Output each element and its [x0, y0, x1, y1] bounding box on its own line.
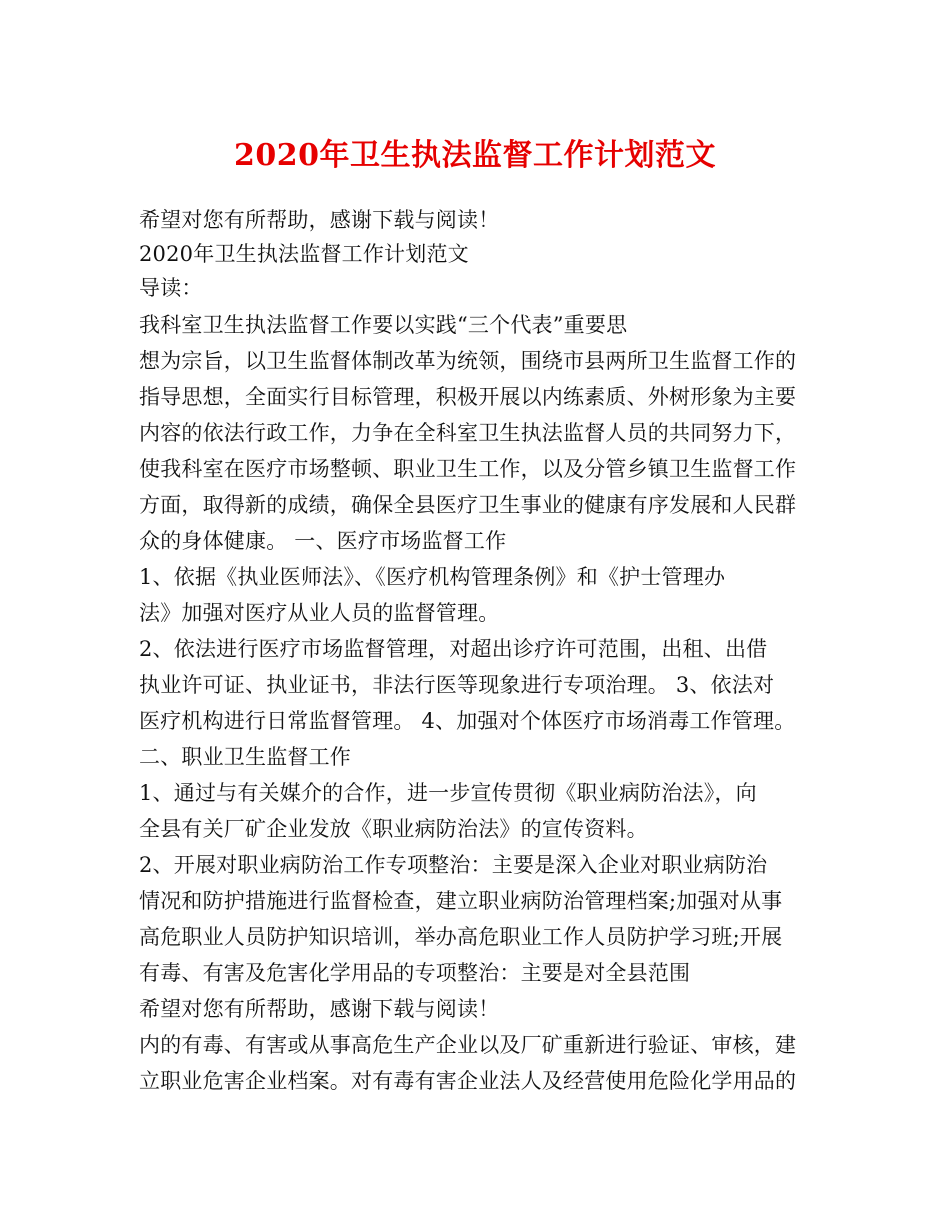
body-line: 内的有毒、有害或从事高危生产企业以及厂矿重新进行验证、审核，建: [139, 1033, 797, 1057]
body-line: 执业许可证、执业证书，非法行医等现象进行专项治理。 3、依法对: [139, 673, 775, 697]
body-line: 内容的依法行政工作，力争在全科室卫生执法监督人员的共同努力下，: [139, 421, 797, 445]
body-line: 方面，取得新的成绩，确保全县医疗卫生事业的健康有序发展和人民群: [139, 493, 797, 517]
body-line: 2、依法进行医疗市场监督管理，对超出诊疗许可范围，出租、出借: [139, 637, 768, 661]
body-line: 二、职业卫生监督工作: [139, 745, 351, 769]
body-line: 指导思想，全面实行目标管理，积极开展以内练素质、外树形象为主要: [139, 385, 797, 409]
body-line: 导读：: [139, 276, 203, 300]
body-line: 立职业危害企业档案。对有毒有害企业法人及经营使用危险化学用品的: [139, 1069, 797, 1093]
body-line: 医疗机构进行日常监督管理。 4、加强对个体医疗市场消毒工作管理。: [139, 709, 796, 733]
body-line: 情况和防护措施进行监督检查，建立职业病防治管理档案;加强对从事: [139, 889, 783, 913]
body-line: 法》加强对医疗从业人员的监督管理。: [139, 601, 500, 625]
body-line: 全县有关厂矿企业发放《职业病防治法》的宣传资料。: [139, 817, 648, 841]
body-line: 想为宗旨，以卫生监督体制改革为统领，围绕市县两所卫生监督工作的: [139, 349, 797, 373]
body-line: 希望对您有所帮助，感谢下载与阅读！: [139, 997, 500, 1021]
body-line: 希望对您有所帮助，感谢下载与阅读！: [139, 208, 500, 232]
body-line: 1、依据《执业医师法》、《医疗机构管理条例》和《护士管理办: [139, 565, 726, 589]
body-line: 使我科室在医疗市场整顿、职业卫生工作，以及分管乡镇卫生监督工作: [139, 457, 797, 481]
body-line: 众的身体健康。 一、医疗市场监督工作: [139, 529, 507, 553]
body-line: 我科室卫生执法监督工作要以实践“三个代表”重要思: [139, 313, 628, 337]
body-line: 有毒、有害及危害化学用品的专项整治：主要是对全县范围: [139, 961, 691, 985]
body-line: 1、通过与有关媒介的合作，进一步宣传贯彻《职业病防治法》，向: [139, 781, 757, 805]
document-title: 2020年卫生执法监督工作计划范文: [234, 138, 716, 173]
body-line: 2020年卫生执法监督工作计划范文: [139, 242, 469, 266]
body-line: 2、开展对职业病防治工作专项整治：主要是深入企业对职业病防治: [139, 853, 768, 877]
body-line: 高危职业人员防护知识培训，举办高危职业工作人员防护学习班;开展: [139, 925, 783, 949]
